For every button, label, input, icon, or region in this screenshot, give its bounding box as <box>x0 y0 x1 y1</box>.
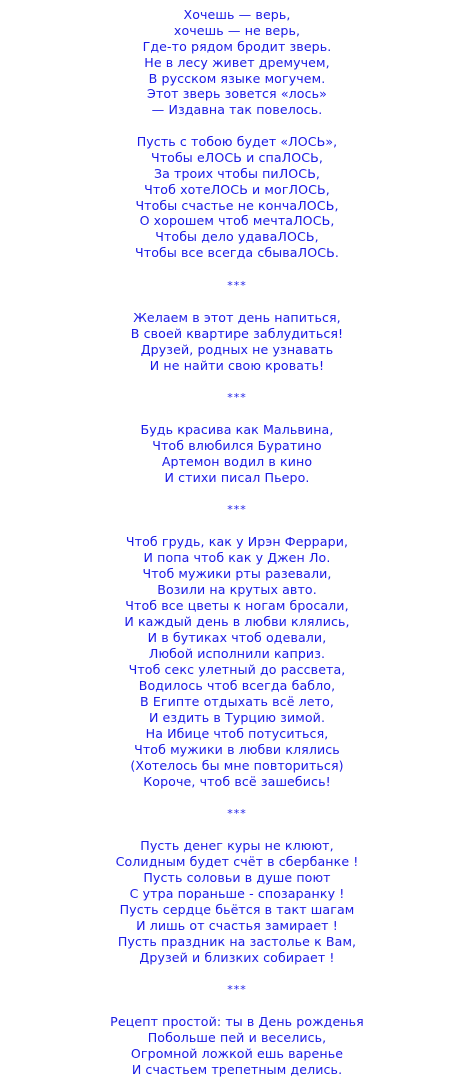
poem-line: Чтобы счастье не кончаЛОСЬ, <box>135 198 339 213</box>
poem-line: За троих чтобы пиЛОСЬ, <box>153 166 321 181</box>
poem-line: Пусть сердце бьётся в такт шагам <box>119 902 355 917</box>
poem-line: Пусть праздник на застолье к Вам, <box>117 934 357 949</box>
poem-line: Пусть денег куры не клюют, <box>140 838 334 853</box>
poem-line: хочешь — не верь, <box>173 23 301 38</box>
poem-line: Не в лесу живет дремучем, <box>144 55 330 70</box>
poem-line: Где-то рядом бродит зверь. <box>142 39 332 54</box>
poem-line: Чтоб секс улетный до рассвета, <box>128 662 346 677</box>
poem-line: Чтобы дело удаваЛОСЬ, <box>155 229 319 244</box>
poem-line: Чтоб хотеЛОСЬ и могЛОСЬ, <box>144 182 330 197</box>
poem-line: И ездить в Турцию зимой. <box>148 710 326 725</box>
poem-line: Любой исполнили каприз. <box>148 646 326 661</box>
poem-line: Рецепт простой: ты в День рожденья <box>110 1014 364 1029</box>
poem-line: Чтобы еЛОСЬ и спаЛОСЬ, <box>150 150 324 165</box>
poem-line: С утра пораньше - спозаранку ! <box>129 886 345 901</box>
poem-line: В русском языке могучем. <box>148 71 326 86</box>
poem-line: — Издавна так повелось. <box>151 102 323 117</box>
poem-line: Чтоб грудь, как у Ирэн Феррари, <box>125 534 349 549</box>
poem-line: Будь красива как Мальвина, <box>140 422 334 437</box>
poem-line: Чтоб мужики рты разевали, <box>142 566 332 581</box>
poem-line: Пусть соловьи в душе поют <box>143 870 331 885</box>
poem-line: И каждый день в любви клялись, <box>124 614 350 629</box>
poem-line: Пусть с тобою будет «ЛОСЬ», <box>136 134 338 149</box>
stanza-separator: *** <box>227 279 247 292</box>
poem-line: Чтоб мужики в любви клялись <box>134 742 340 757</box>
poem-line: В Египте отдыхать всё лето, <box>140 694 334 709</box>
poem-line: Водилось чтоб всегда бабло, <box>138 678 336 693</box>
stanza-separator: *** <box>227 983 247 996</box>
poem-line: Хочешь — верь, <box>183 7 291 22</box>
poem-line: Друзей и близких собирает ! <box>139 950 335 965</box>
poem-line: И не найти свою кровать! <box>149 358 325 373</box>
poem-line: И попа чтоб как у Джен Ло. <box>143 550 331 565</box>
stanza-separator: *** <box>227 391 247 404</box>
poem-line: Короче, чтоб всё зашебись! <box>143 774 331 789</box>
poem-line: Возили на крутых авто. <box>157 582 317 597</box>
poem-line: Чтоб все цветы к ногам бросали, <box>125 598 349 613</box>
poem-line: (Хотелось бы мне повториться) <box>130 758 344 773</box>
poem-line: На Ибице чтоб потуситься, <box>145 726 329 741</box>
poem-line: И счастьем трепетным делись. <box>131 1062 343 1077</box>
poem-line: Побольше пей и веселись, <box>147 1030 327 1045</box>
poem-line: Огромной ложкой ешь варенье <box>130 1046 344 1061</box>
stanza-separator: *** <box>227 807 247 820</box>
poem-line: В своей квартире заблудиться! <box>130 326 344 341</box>
poem-line: И в бутиках чтоб одевали, <box>147 630 327 645</box>
stanza-separator: *** <box>227 503 247 516</box>
poem-line: Этот зверь зовется «лось» <box>147 86 327 101</box>
poem-line: Друзей, родных не узнавать <box>140 342 334 357</box>
poem-line: И лишь от счастья замирает ! <box>136 918 338 933</box>
poem-line: Чтобы все всегда сбываЛОСЬ. <box>135 245 339 260</box>
poem-line: О хорошем чтоб мечтаЛОСЬ, <box>139 213 335 228</box>
poem-line: Солидным будет счёт в сбербанке ! <box>115 854 359 869</box>
poem-line: И стихи писал Пьеро. <box>164 470 310 485</box>
poem-line: Артемон водил в кино <box>161 454 313 469</box>
poem-line: Чтоб влюбился Буратино <box>152 438 322 453</box>
poem-line: Желаем в этот день напиться, <box>133 310 341 325</box>
